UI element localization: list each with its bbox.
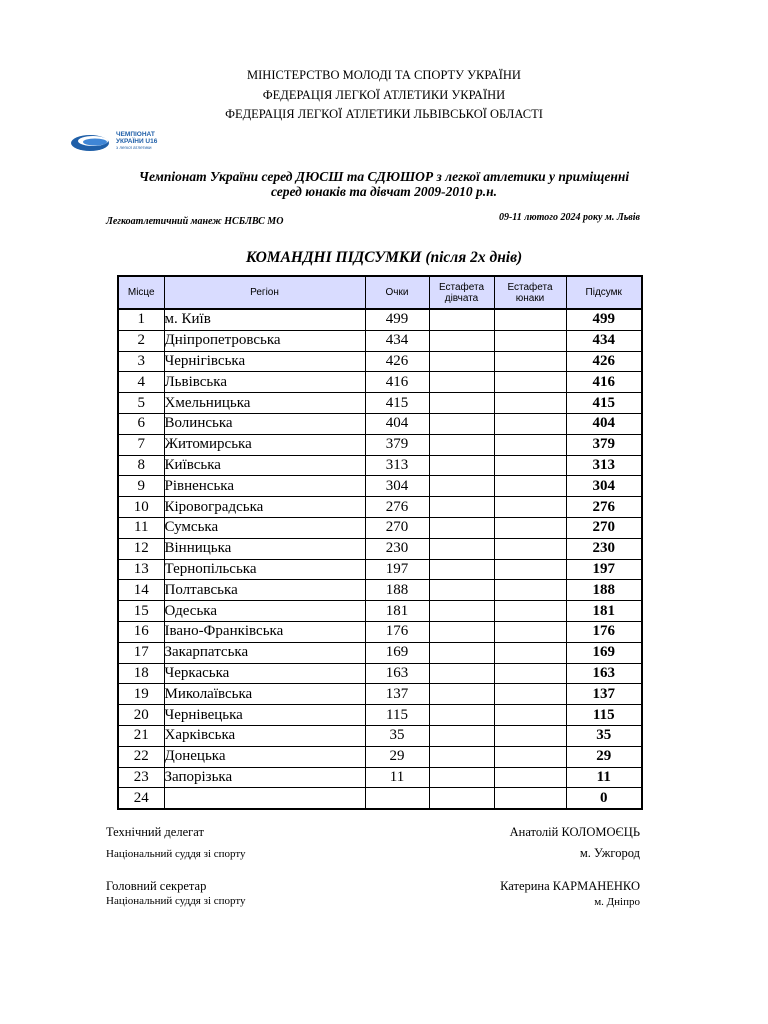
cell-place: 11 xyxy=(118,517,164,538)
table-row xyxy=(118,642,642,663)
cell-points: 434 xyxy=(365,330,429,351)
cell-total: 0 xyxy=(566,788,642,809)
delegate-name: Анатолій КОЛОМОЄЦЬ xyxy=(509,825,640,839)
cell-points: 270 xyxy=(365,517,429,538)
cell-points: 379 xyxy=(365,434,429,455)
cell-relay-boys xyxy=(494,330,566,351)
logo-swoosh-icon xyxy=(70,131,116,153)
cell-total: 115 xyxy=(566,705,642,726)
cell-points: 197 xyxy=(365,559,429,580)
cell-relay-boys xyxy=(494,767,566,788)
cell-place: 1 xyxy=(118,309,164,330)
cell-total: 176 xyxy=(566,621,642,642)
cell-points: 11 xyxy=(365,767,429,788)
cell-total: 181 xyxy=(566,601,642,622)
cell-place: 23 xyxy=(118,767,164,788)
cell-place: 19 xyxy=(118,684,164,705)
cell-place: 7 xyxy=(118,434,164,455)
table-row xyxy=(118,746,642,767)
cell-relay-girls xyxy=(429,372,494,393)
table-row xyxy=(118,601,642,622)
cell-relay-girls xyxy=(429,642,494,663)
cell-place: 3 xyxy=(118,351,164,372)
cell-place: 9 xyxy=(118,476,164,497)
cell-points: 304 xyxy=(365,476,429,497)
cell-total: 29 xyxy=(566,746,642,767)
table-row xyxy=(118,517,642,538)
cell-place: 12 xyxy=(118,538,164,559)
table-row xyxy=(118,434,642,455)
cell-points: 181 xyxy=(365,601,429,622)
secretary-role: Головний секретар xyxy=(106,879,207,893)
cell-region: Житомирська xyxy=(164,434,365,455)
delegate-title: Національний суддя зі спорту xyxy=(106,848,246,860)
cell-region: Полтавська xyxy=(164,580,365,601)
table-title: КОМАНДНІ ПІДСУМКИ (після 2х днів) xyxy=(245,249,523,266)
federation-heading: ФЕДЕРАЦІЯ ЛЕГКОЇ АТЛЕТИКИ УКРАЇНИ xyxy=(262,88,506,102)
cell-total: 230 xyxy=(566,538,642,559)
cell-points: 499 xyxy=(365,309,429,330)
cell-relay-girls xyxy=(429,746,494,767)
cell-place: 13 xyxy=(118,559,164,580)
cell-relay-boys xyxy=(494,372,566,393)
delegate-city: м. Ужгород xyxy=(579,846,640,860)
cell-region: Київська xyxy=(164,455,365,476)
cell-relay-boys xyxy=(494,684,566,705)
cell-total: 313 xyxy=(566,455,642,476)
cell-relay-girls xyxy=(429,497,494,518)
championship-title-line1: Чемпіонат України серед ДЮСШ та СДЮШОР з легкої атлетики у приміщенні xyxy=(138,169,630,184)
cell-total: 404 xyxy=(566,413,642,434)
cell-region: Миколаївська xyxy=(164,684,365,705)
cell-relay-boys xyxy=(494,476,566,497)
col-header-place: Місце xyxy=(118,276,164,309)
cell-total: 426 xyxy=(566,351,642,372)
cell-relay-girls xyxy=(429,580,494,601)
cell-relay-girls xyxy=(429,601,494,622)
logo-text-line1: ЧЕМПІОНАТ xyxy=(116,131,155,138)
cell-relay-girls xyxy=(429,351,494,372)
cell-relay-girls xyxy=(429,705,494,726)
cell-relay-boys xyxy=(494,559,566,580)
table-row xyxy=(118,663,642,684)
cell-relay-girls xyxy=(429,413,494,434)
cell-relay-boys xyxy=(494,788,566,809)
cell-region: Одеська xyxy=(164,601,365,622)
cell-relay-boys xyxy=(494,455,566,476)
championship-logo xyxy=(70,131,180,157)
secretary-city: м. Дніпро xyxy=(594,896,640,908)
cell-relay-girls xyxy=(429,663,494,684)
table-row xyxy=(118,330,642,351)
cell-relay-girls xyxy=(429,393,494,414)
cell-total: 11 xyxy=(566,767,642,788)
table-row xyxy=(118,684,642,705)
logo-text-line3: з легкої атлетики xyxy=(116,145,152,150)
cell-place: 20 xyxy=(118,705,164,726)
cell-points: 313 xyxy=(365,455,429,476)
table-row xyxy=(118,621,642,642)
cell-region: Дніпропетровська xyxy=(164,330,365,351)
cell-points: 276 xyxy=(365,497,429,518)
col-header-relay-boys: Естафета юнаки xyxy=(494,276,566,309)
cell-points: 29 xyxy=(365,746,429,767)
cell-points xyxy=(365,788,429,809)
cell-points: 188 xyxy=(365,580,429,601)
cell-relay-girls xyxy=(429,788,494,809)
table-row xyxy=(118,455,642,476)
regional-federation-heading: ФЕДЕРАЦІЯ ЛЕГКОЇ АТЛЕТИКИ ЛЬВІВСЬКОЇ ОБЛАСТІ xyxy=(225,107,543,121)
cell-relay-girls xyxy=(429,517,494,538)
cell-place: 4 xyxy=(118,372,164,393)
cell-total: 137 xyxy=(566,684,642,705)
cell-relay-girls xyxy=(429,684,494,705)
championship-title-line2: серед юнаків та дівчат 2009-2010 р.н. xyxy=(270,184,498,199)
cell-relay-girls xyxy=(429,725,494,746)
cell-relay-boys xyxy=(494,497,566,518)
cell-region: Сумська xyxy=(164,517,365,538)
cell-region: Запорізька xyxy=(164,767,365,788)
table-row xyxy=(118,788,642,809)
cell-region: Тернопільська xyxy=(164,559,365,580)
cell-relay-boys xyxy=(494,663,566,684)
cell-relay-girls xyxy=(429,538,494,559)
cell-relay-boys xyxy=(494,601,566,622)
secretary-title: Національний суддя зі спорту xyxy=(106,895,246,907)
cell-place: 14 xyxy=(118,580,164,601)
cell-region: Харківська xyxy=(164,725,365,746)
cell-total: 188 xyxy=(566,580,642,601)
cell-points: 230 xyxy=(365,538,429,559)
cell-points: 35 xyxy=(365,725,429,746)
cell-relay-girls xyxy=(429,330,494,351)
cell-points: 176 xyxy=(365,621,429,642)
table-row xyxy=(118,767,642,788)
cell-total: 434 xyxy=(566,330,642,351)
cell-region: Рівненська xyxy=(164,476,365,497)
cell-place: 5 xyxy=(118,393,164,414)
cell-region: Донецька xyxy=(164,746,365,767)
cell-place: 18 xyxy=(118,663,164,684)
cell-points: 115 xyxy=(365,705,429,726)
cell-region: Закарпатська xyxy=(164,642,365,663)
table-row xyxy=(118,705,642,726)
cell-points: 426 xyxy=(365,351,429,372)
cell-place: 6 xyxy=(118,413,164,434)
cell-relay-boys xyxy=(494,309,566,330)
cell-relay-boys xyxy=(494,517,566,538)
table-row xyxy=(118,580,642,601)
cell-region: Вінницька xyxy=(164,538,365,559)
cell-place: 8 xyxy=(118,455,164,476)
cell-total: 270 xyxy=(566,517,642,538)
cell-region: Кіровоградська xyxy=(164,497,365,518)
cell-relay-girls xyxy=(429,309,494,330)
cell-relay-girls xyxy=(429,476,494,497)
cell-relay-girls xyxy=(429,767,494,788)
cell-region: Чернівецька xyxy=(164,705,365,726)
cell-place: 16 xyxy=(118,621,164,642)
cell-points: 415 xyxy=(365,393,429,414)
table-row xyxy=(118,538,642,559)
cell-region: Львівська xyxy=(164,372,365,393)
cell-relay-boys xyxy=(494,413,566,434)
cell-relay-girls xyxy=(429,455,494,476)
cell-relay-girls xyxy=(429,621,494,642)
cell-place: 15 xyxy=(118,601,164,622)
col-header-relay-girls: Естафета дівчата xyxy=(429,276,494,309)
table-row xyxy=(118,413,642,434)
table-row xyxy=(118,725,642,746)
cell-region: Чернігівська xyxy=(164,351,365,372)
cell-points: 163 xyxy=(365,663,429,684)
cell-points: 404 xyxy=(365,413,429,434)
table-row xyxy=(118,351,642,372)
cell-relay-boys xyxy=(494,705,566,726)
cell-relay-boys xyxy=(494,351,566,372)
logo-text xyxy=(116,132,157,152)
cell-place: 10 xyxy=(118,497,164,518)
cell-relay-boys xyxy=(494,538,566,559)
table-header-row xyxy=(118,276,642,309)
cell-place: 2 xyxy=(118,330,164,351)
cell-total: 35 xyxy=(566,725,642,746)
col-header-region: Регіон xyxy=(164,276,365,309)
table-row xyxy=(118,372,642,393)
cell-relay-boys xyxy=(494,393,566,414)
cell-relay-boys xyxy=(494,746,566,767)
event-dates: 09-11 лютого 2024 року м. Львів xyxy=(498,212,640,223)
cell-points: 416 xyxy=(365,372,429,393)
cell-total: 499 xyxy=(566,309,642,330)
cell-total: 415 xyxy=(566,393,642,414)
cell-relay-girls xyxy=(429,559,494,580)
cell-total: 416 xyxy=(566,372,642,393)
cell-relay-boys xyxy=(494,434,566,455)
table-row xyxy=(118,309,642,330)
cell-points: 137 xyxy=(365,684,429,705)
cell-total: 304 xyxy=(566,476,642,497)
cell-relay-boys xyxy=(494,725,566,746)
cell-relay-boys xyxy=(494,642,566,663)
col-header-total: Підсумк xyxy=(566,276,642,309)
cell-total: 379 xyxy=(566,434,642,455)
cell-region: м. Київ xyxy=(164,309,365,330)
cell-place: 21 xyxy=(118,725,164,746)
cell-place: 22 xyxy=(118,746,164,767)
team-results-table xyxy=(117,275,643,810)
cell-total: 197 xyxy=(566,559,642,580)
cell-relay-boys xyxy=(494,580,566,601)
cell-region: Волинська xyxy=(164,413,365,434)
delegate-role: Технічний делегат xyxy=(106,825,204,839)
table-row xyxy=(118,497,642,518)
table-row xyxy=(118,476,642,497)
col-header-points: Очки xyxy=(365,276,429,309)
logo-text-line2: УКРАЇНИ U16 xyxy=(116,137,158,145)
cell-region: Івано-Франківська xyxy=(164,621,365,642)
cell-place: 24 xyxy=(118,788,164,809)
cell-relay-girls xyxy=(429,434,494,455)
secretary-name: Катерина КАРМАНЕНКО xyxy=(500,879,640,893)
cell-total: 169 xyxy=(566,642,642,663)
table-row xyxy=(118,559,642,580)
table-row xyxy=(118,393,642,414)
cell-place: 17 xyxy=(118,642,164,663)
cell-region: Хмельницька xyxy=(164,393,365,414)
cell-region xyxy=(164,788,365,809)
venue: Легкоатлетичний манеж НСБЛВС МО xyxy=(106,216,284,227)
cell-total: 163 xyxy=(566,663,642,684)
cell-points: 169 xyxy=(365,642,429,663)
ministry-heading: МІНІСТЕРСТВО МОЛОДІ ТА СПОРТУ УКРАЇНИ xyxy=(247,68,521,82)
cell-region: Черкаська xyxy=(164,663,365,684)
cell-relay-boys xyxy=(494,621,566,642)
cell-total: 276 xyxy=(566,497,642,518)
